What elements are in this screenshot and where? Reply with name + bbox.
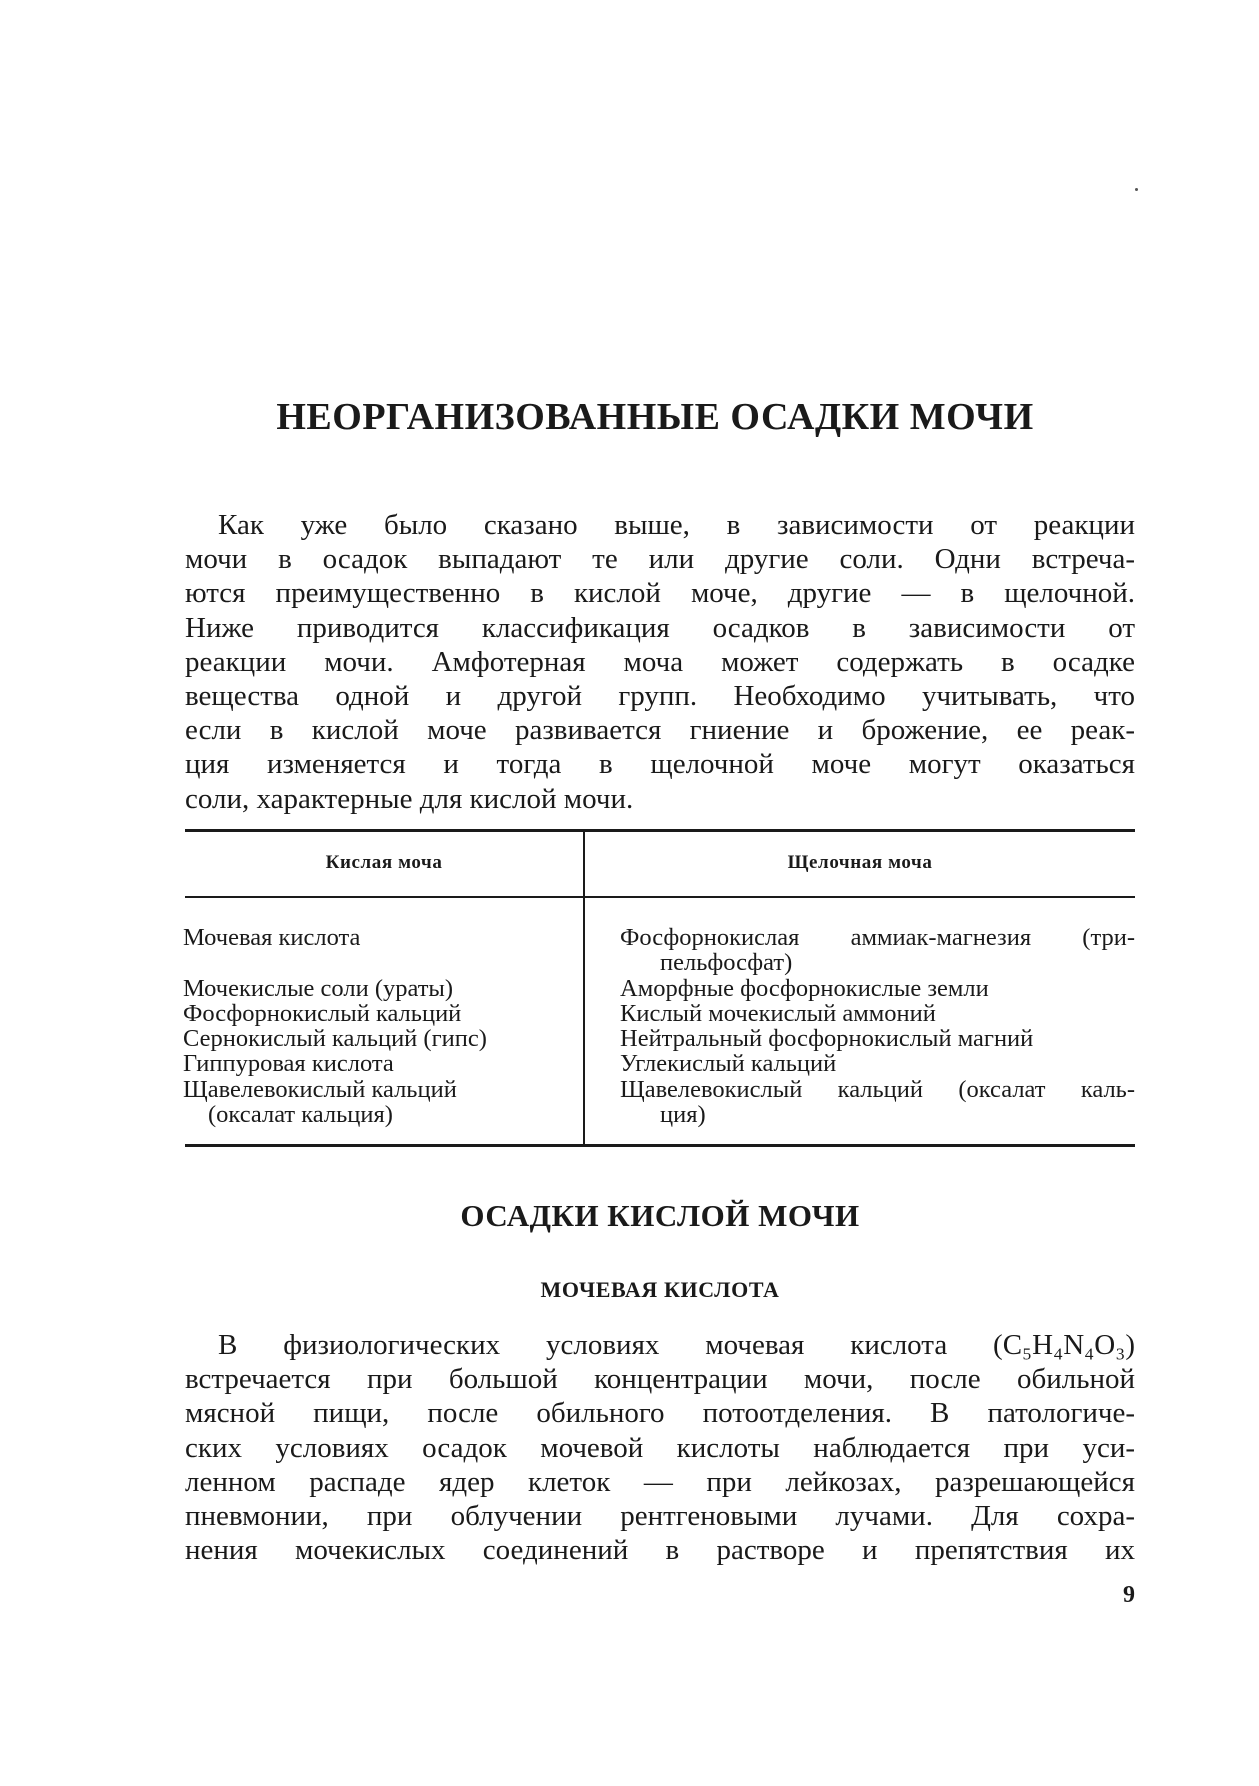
scan-speck — [1135, 188, 1138, 191]
text-line: встречается при большой концентрации мочи, после обильной — [185, 1363, 1135, 1396]
table-header-rule — [185, 896, 1135, 898]
text-line: В физиологических условиях мочевая кислота (C₅H₄N₄O₃) — [218, 1329, 1135, 1361]
text-line: пневмонии, при облучении рентгеновыми лучами. Для сохра- — [185, 1499, 1135, 1532]
text-line: Как уже было сказано выше, в зависимости от реакции — [218, 509, 1135, 541]
subsection-title: МОЧЕВАЯ КИСЛОТА — [540, 1277, 780, 1302]
text-line: Ниже приводится классификация осадков в зависимости от — [185, 611, 1135, 644]
table-cell: (оксалат кальция) — [208, 1101, 393, 1129]
text-line: ция изменяется и тогда в щелочной моче могут оказаться — [185, 748, 1135, 781]
table-cell: Щавелевокислый кальций (оксалат каль- — [620, 1075, 1135, 1103]
table-cell: Мочевая кислота — [183, 924, 361, 951]
table-column-divider — [583, 832, 585, 1144]
table-cell: Сернокислый кальций (гипс) — [183, 1025, 487, 1053]
page-title: НЕОРГАНИЗОВАННЫЕ ОСАДКИ МОЧИ — [276, 396, 1034, 438]
uric-acid-paragraph — [185, 1328, 1135, 1567]
table-cell: Фосфорнокислая аммиак-магнезия (три- — [620, 924, 1135, 951]
table-cell: пельфосфат) — [660, 949, 793, 977]
table-cell: ция) — [660, 1101, 706, 1129]
table-header-acid: Кислая моча — [325, 852, 443, 873]
table-cell: Аморфные фосфорнокислые земли — [620, 974, 989, 1002]
text-line: реакции мочи. Амфотерная моча может содержать в осадке — [185, 645, 1135, 678]
section-title: ОСАДКИ КИСЛОЙ МОЧИ — [460, 1198, 860, 1233]
text-line: нения мочекислых соединений в растворе и препятствия их — [185, 1534, 1135, 1567]
alkaline-urine-column — [620, 925, 1135, 1127]
text-line: вещества одной и другой групп. Необходимо учитывать, что — [185, 679, 1135, 712]
table-cell: Кислый мочекислый аммоний — [620, 999, 936, 1027]
table-cell: Мочекислые соли (ураты) — [183, 974, 454, 1002]
table-header-alkaline: Щелочная моча — [787, 852, 933, 873]
table-cell: Нейтральный фосфорнокислый магний — [620, 1025, 1034, 1053]
text-line: мясной пищи, после обильного потоотделения. В патологиче- — [185, 1397, 1135, 1430]
acid-urine-column — [183, 925, 578, 1127]
text-line: ленном распаде ядер клеток — при лейкозах, разрешающейся — [185, 1465, 1135, 1498]
intro-paragraph — [185, 508, 1135, 816]
table-cell: Углекислый кальций — [620, 1050, 837, 1078]
table-cell: Гиппуровая кислота — [183, 1050, 394, 1078]
text-line: мочи в осадок выпадают те или другие соли. Одни встреча- — [185, 543, 1135, 576]
table-cell: Щавелевокислый кальций — [183, 1075, 457, 1103]
table-bottom-rule — [185, 1144, 1135, 1147]
page-number: 9 — [1123, 1582, 1135, 1608]
text-line: ских условиях осадок мочевой кислоты наблюдается при уси- — [185, 1431, 1135, 1464]
table-top-rule — [185, 829, 1135, 832]
table-cell: Фосфорнокислый кальций — [183, 999, 462, 1027]
text-line: ются преимущественно в кислой моче, другие — в щелочной. — [185, 577, 1135, 610]
text-line: если в кислой моче развивается гниение и брожение, ее реак- — [185, 714, 1135, 747]
text-line: соли, характерные для кислой мочи. — [185, 782, 634, 815]
